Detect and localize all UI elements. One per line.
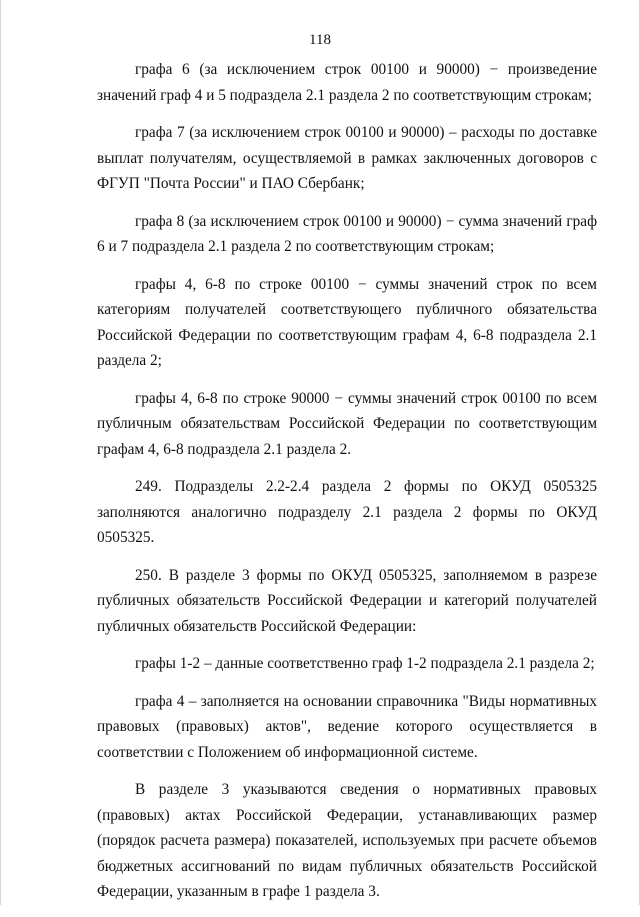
page-number: 118	[309, 32, 331, 48]
paragraph-grafa-6: графа 6 (за исключением строк 00100 и 90000) − произведение значений граф 4 и 5 подраздела 2.1 раздела 2 по соответствующим строкам;	[97, 61, 597, 104]
paragraph-item-250: 250. В разделе 3 формы по ОКУД 0505325, заполняемом в разрезе публичных обязательств Российской Федерации и категорий получателей публичных обязательств Российской Федерации:	[97, 566, 597, 635]
paragraph-grafy-90000: графы 4, 6-8 по строке 90000 − суммы значений строк 00100 по всем публичным обязательствам Российской Федерации по соответствующим графам 4, 6-8 подраздела 2.1 раздела 2.	[97, 389, 597, 458]
paragraph-item-249: 249. Подразделы 2.2-2.4 раздела 2 формы по ОКУД 0505325 заполняются аналогично подразделу 2.1 раздела 2 формы по ОКУД 0505325.	[97, 478, 597, 546]
paragraph-grafa-8: графа 8 (за исключением строк 00100 и 90000) − сумма значений граф 6 и 7 подраздела 2.1 раздела 2 по соответствующим строкам;	[97, 212, 597, 255]
paragraph-grafa-4: графа 4 – заполняется на основании справочника "Виды нормативных правовых (правовых) актов", ведение которого осуществляется в соответствии с Положением об информационной системе.	[97, 692, 597, 761]
paragraph-grafy-1-2: графы 1-2 – данные соответственно граф 1-2 подраздела 2.1 раздела 2;	[135, 655, 595, 672]
paragraph-grafy-00100: графы 4, 6-8 по строке 00100 − суммы значений строк по всем категориям получателей соответствующего публичного обязательства Российской Федерации по соответствующим графам 4, 6-8 подраздела 2.1 раздела 2;	[97, 275, 597, 369]
paragraph-section-3: В разделе 3 указываются сведения о нормативных правовых (правовых) актах Российской Федерации, устанавливающих размер (порядок расчета размера) показателей, используемых при расчете объемов бюджетных ассигнований по видам публичных обязательств Российской Федерации, указанным в графе 1 раздела 3.	[97, 781, 597, 900]
paragraph-grafa-7: графа 7 (за исключением строк 00100 и 90000) – расходы по доставке выплат получателям, осуществляемой в рамках заключенных договоров с ФГУП "Почта России" и ПАО Сбербанк;	[97, 124, 597, 192]
document-body	[97, 57, 597, 917]
